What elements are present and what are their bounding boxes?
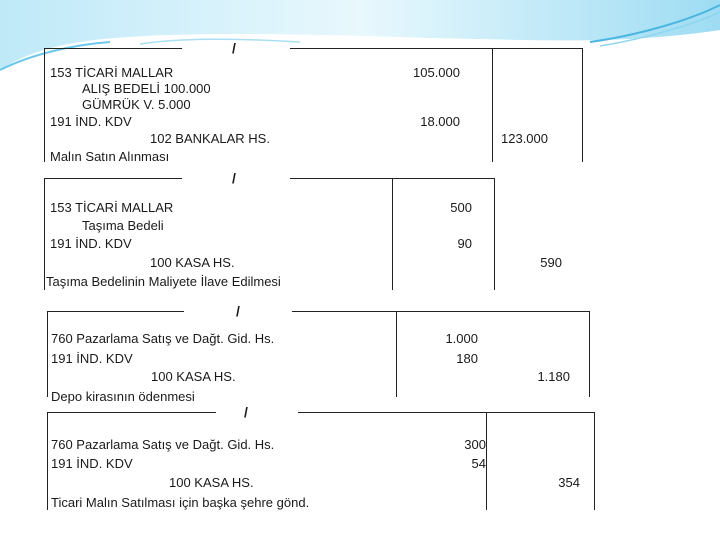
entry-line-text: Taşıma Bedeli bbox=[82, 218, 164, 233]
entry-date: / bbox=[236, 303, 240, 319]
entry-top-rule bbox=[47, 412, 594, 413]
date-gap bbox=[182, 176, 290, 180]
entry-date: / bbox=[232, 170, 236, 186]
debit-amount: 54 bbox=[471, 456, 486, 471]
entry-line-text: 153 TİCARİ MALLAR bbox=[50, 65, 174, 80]
credit-column-rule bbox=[594, 412, 595, 510]
entry-line-text: 100 KASA HS. bbox=[169, 475, 254, 490]
entry-line-text: 760 Pazarlama Satış ve Dağt. Gid. Hs. bbox=[51, 437, 275, 452]
journal-entry bbox=[0, 303, 720, 404]
debit-amount: 1.000 bbox=[445, 331, 478, 346]
entry-line-text: 191 İND. KDV bbox=[50, 236, 132, 251]
entry-line-text: Malın Satın Alınması bbox=[50, 149, 170, 164]
journal-entry bbox=[0, 170, 720, 290]
credit-amount: 1.180 bbox=[537, 369, 570, 384]
credit-column-rule bbox=[392, 178, 393, 290]
date-gap bbox=[216, 410, 298, 414]
entry-line-text: Taşıma Bedelinin Maliyete İlave Edilmesi bbox=[46, 274, 281, 289]
entry-line-text: 191 İND. KDV bbox=[51, 351, 133, 366]
entry-line-text: 102 BANKALAR HS. bbox=[150, 131, 270, 146]
entry-line-text: 100 KASA HS. bbox=[151, 369, 236, 384]
entry-top-rule bbox=[44, 48, 582, 49]
entry-left-rule bbox=[47, 311, 48, 397]
debit-amount: 180 bbox=[456, 351, 478, 366]
debit-column-rule bbox=[494, 178, 495, 290]
entry-line-text: 100 KASA HS. bbox=[150, 255, 235, 270]
credit-amount: 123.000 bbox=[501, 131, 548, 146]
entry-line-text: Depo kirasının ödenmesi bbox=[51, 389, 195, 404]
debit-amount: 105.000 bbox=[413, 65, 460, 80]
entry-left-rule bbox=[44, 178, 45, 290]
entry-left-rule bbox=[47, 412, 48, 510]
debit-amount: 18.000 bbox=[420, 114, 460, 129]
entry-top-rule bbox=[47, 311, 589, 312]
date-gap bbox=[182, 46, 290, 50]
credit-column-rule bbox=[582, 48, 583, 162]
entry-date: / bbox=[232, 40, 236, 56]
debit-amount: 90 bbox=[457, 236, 472, 251]
entry-line-text: 760 Pazarlama Satış ve Dağt. Gid. Hs. bbox=[51, 331, 275, 346]
entry-date: / bbox=[244, 404, 248, 420]
entry-left-rule bbox=[44, 48, 45, 162]
debit-amount: 300 bbox=[464, 437, 486, 452]
entry-line-text: 191 İND. KDV bbox=[50, 114, 132, 129]
debit-column-rule bbox=[396, 311, 397, 397]
debit-column-rule bbox=[492, 48, 493, 162]
credit-amount: 354 bbox=[558, 475, 580, 490]
journal-entry bbox=[0, 40, 720, 164]
entry-line-text: ALIŞ BEDELİ 100.000 bbox=[82, 81, 211, 96]
entry-line-text: 153 TİCARİ MALLAR bbox=[50, 200, 174, 215]
debit-column-rule bbox=[486, 412, 487, 510]
entry-line-text: GÜMRÜK V. 5.000 bbox=[82, 97, 191, 112]
credit-amount: 590 bbox=[540, 255, 562, 270]
entry-line-text: 191 İND. KDV bbox=[51, 456, 133, 471]
journal-entry bbox=[0, 404, 720, 510]
entry-line-text: Ticari Malın Satılması için başka şehre gönd. bbox=[51, 495, 310, 510]
credit-column-rule bbox=[589, 311, 590, 397]
debit-amount: 500 bbox=[450, 200, 472, 215]
